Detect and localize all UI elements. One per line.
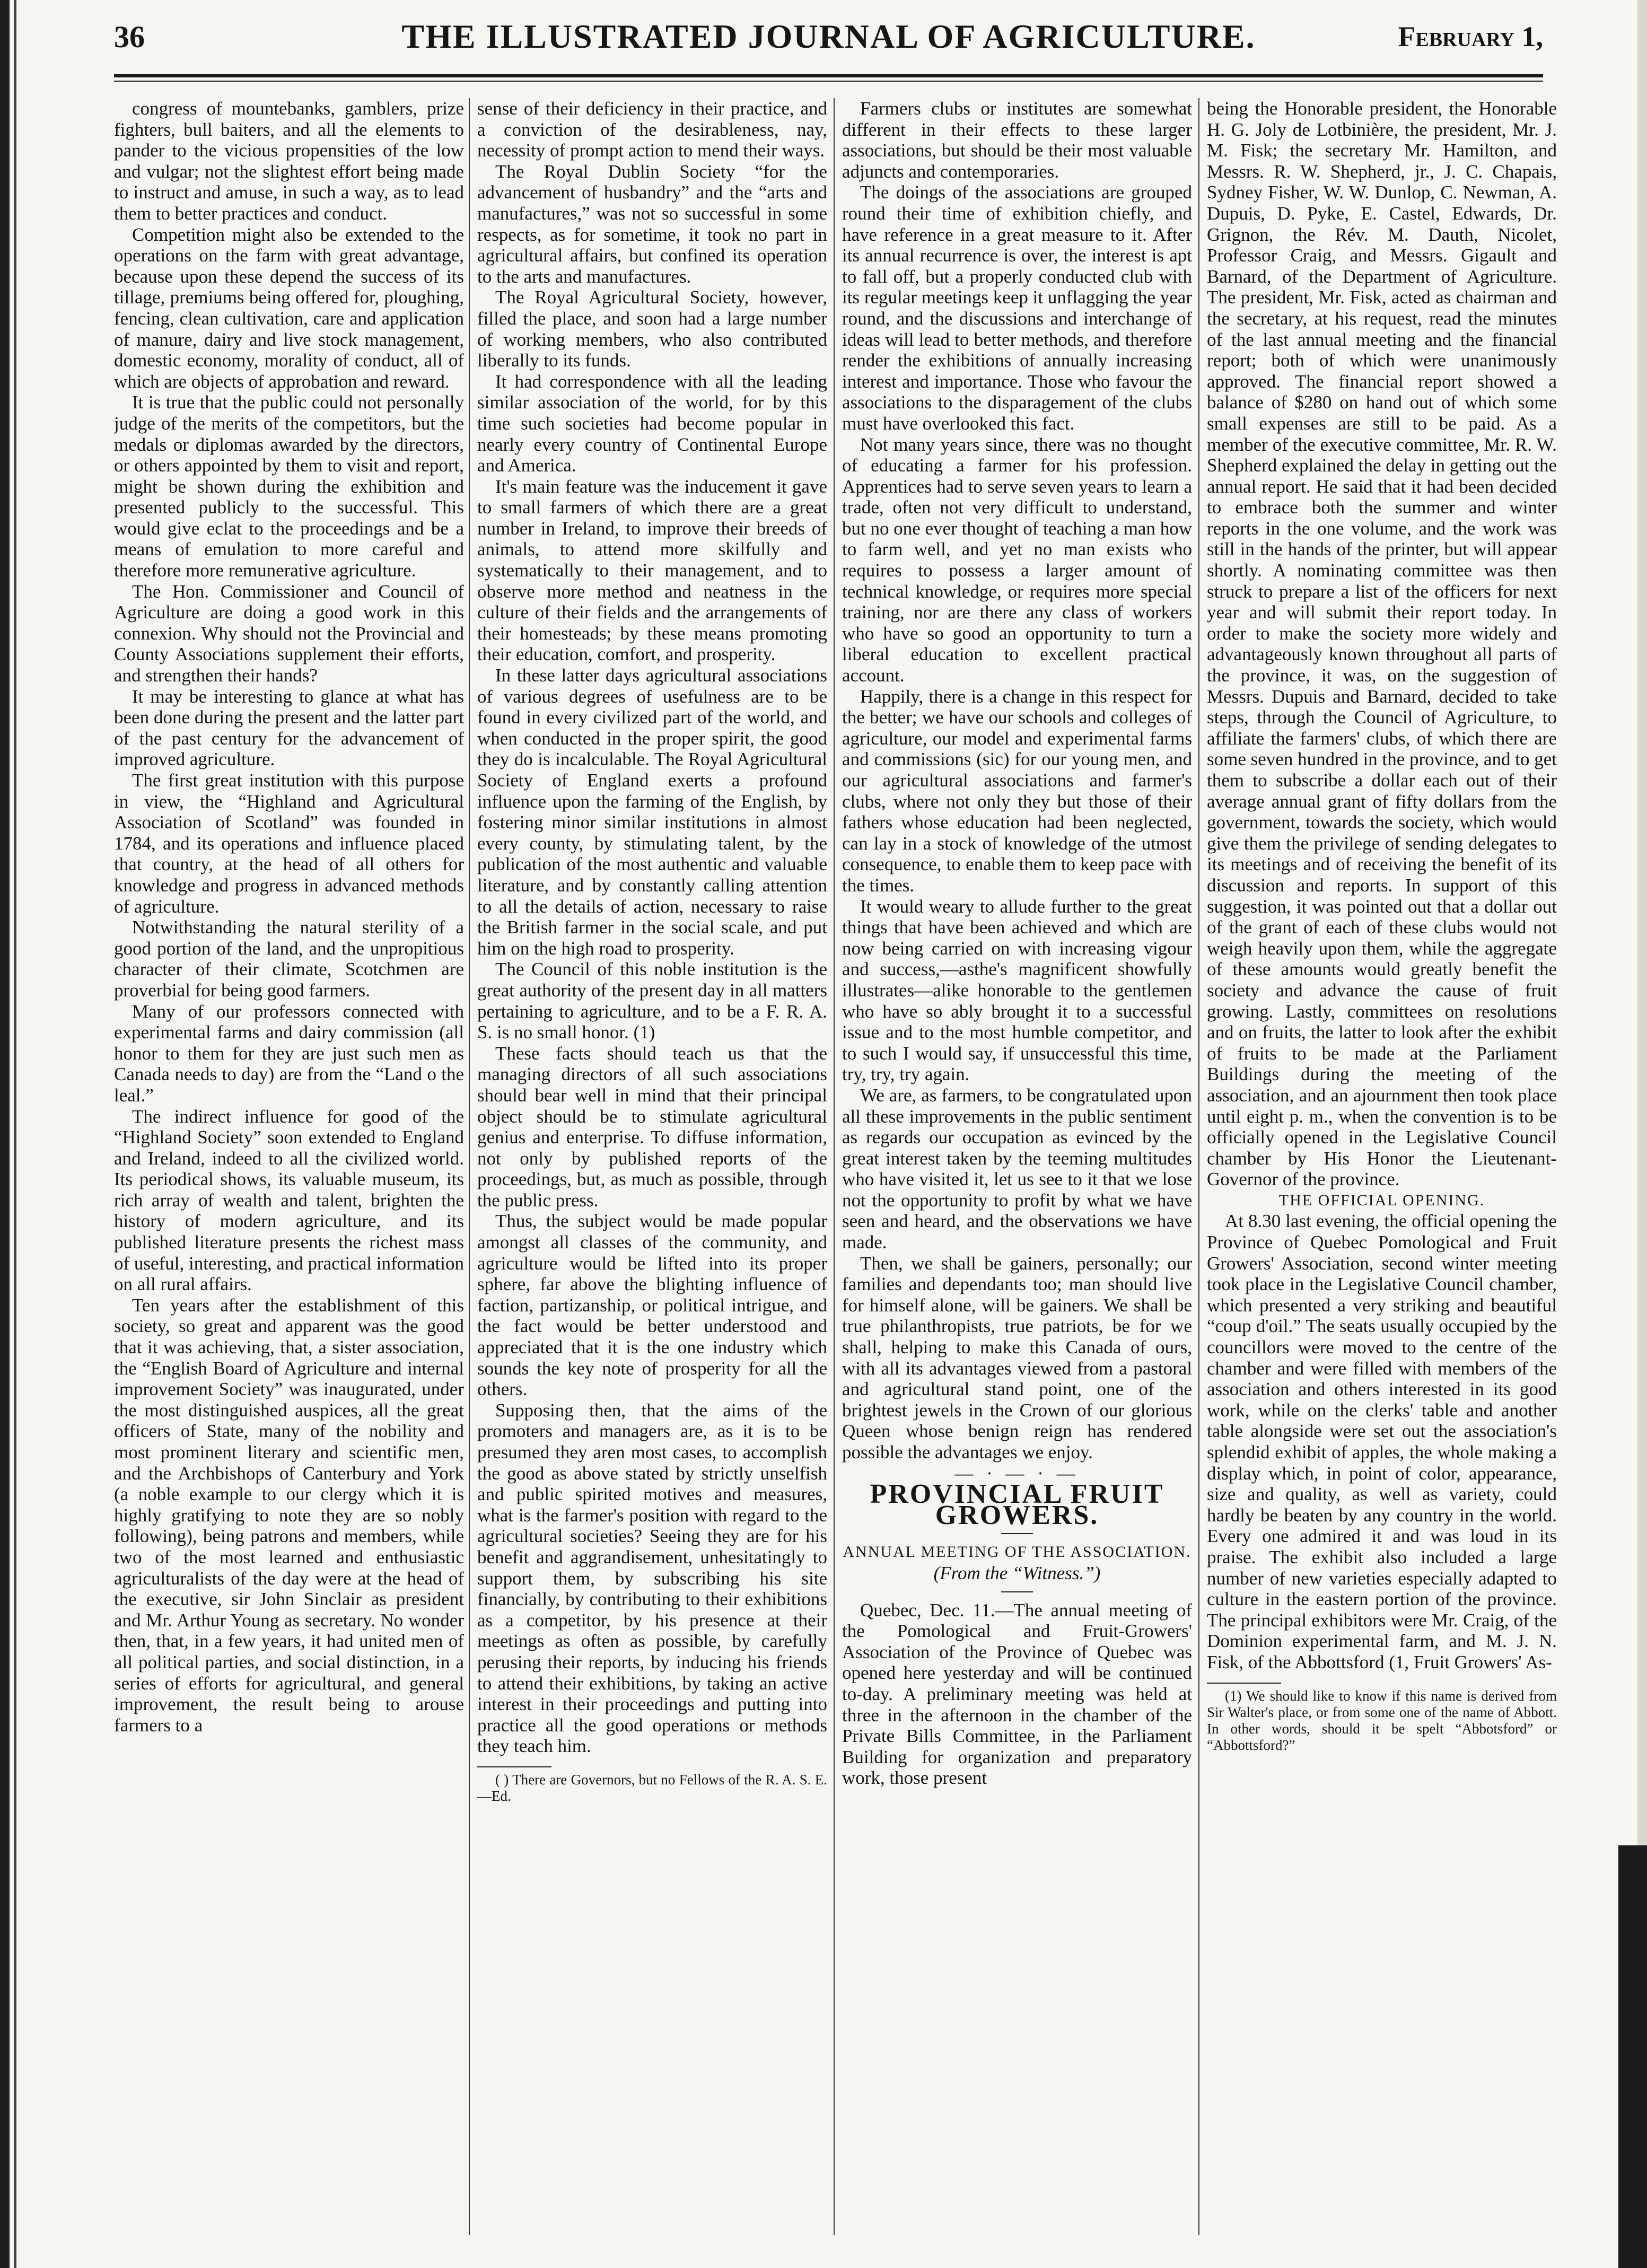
paragraph: It's main feature was the inducement it gave to small farmers of which there are a great number in Ireland, to improve their breeds of animals, to attend more skilfully and systematically to their management, and to observe more method and neatness in the culture of their fields and the arrangements of their homesteads; by these means promoting their education, comfort, and prosperity.: [477, 476, 827, 665]
section-ornament: — · — · —: [954, 1463, 1080, 1484]
paragraph: Many of our professors connected with experimental farms and dairy commission (all honor to them for they are just such men as Canada needs to day) are from the “Land o the leal.”: [114, 1001, 464, 1106]
footnote-rule: [1207, 1683, 1281, 1684]
header-rule-thin: [114, 81, 1543, 82]
paragraph: The doings of the associations are grouped round their time of exhibition chiefly, and have reference in a great measure to it. After its annual recurrence is over, the interest is apt to fall off, but a properly conducted club with its regular meetings keep it unflagging the year round, and the discussions and interchange of ideas will lead to better methods, and therefore render the exhibitions of annually increasing interest and importance. Those who favour the associations to the disparagement of the clubs must have overlooked this fact.: [842, 182, 1192, 434]
paragraph: The indirect influence for good of the “Highland Society” soon extended to England and Ireland, indeed to all the civilized world. Its periodical shows, its valuable museum, its rich array of wealth and talent, brighten the history of modern agriculture, and its published literature presents the richest mass of useful, interesting, and practical information on all rural affairs.: [114, 1106, 464, 1295]
scan-edge-right: [1637, 0, 1647, 1845]
footnote: (1) We should like to know if this name is derived from Sir Walter's place, or from some one of the name of Abbott. In other words, should it be spelt “Abbotsford” or “Abbottsford?”: [1207, 1687, 1557, 1753]
column-divider: [469, 98, 470, 2235]
paragraph: Not many years since, there was no thought of educating a farmer for his profession. Apprentices had to serve seven years to learn a trade, often not very difficult to understand, but no one ever thought of teaching a man how to farm well, and yet no man exists who requires to possess a larger amount of technical knowledge, or requires more special training, nor are there any class of workers who have so good an opportunity to turn a liberal education to excellent practical account.: [842, 434, 1192, 686]
short-rule: [1001, 1591, 1033, 1592]
scan-edge-left-line: [14, 0, 16, 2268]
header-rule: [114, 74, 1543, 77]
text-column-1: [114, 98, 464, 2235]
paragraph: The first great institution with this purpose in view, the “Highland and Agricultural Association of Scotland” was founded in 1784, and its operations and influence placed that country, at the head of all others for knowledge and progress in advanced methods of agriculture.: [114, 770, 464, 917]
page-number: 36: [114, 20, 145, 54]
paragraph: The Royal Agricultural Society, however, filled the place, and soon had a large number of working members, who also contributed liberally to its funds.: [477, 287, 827, 371]
paragraph: It had correspondence with all the leading similar association of the world, for by this time such societies had become popular in nearly every country of Continental Europe and America.: [477, 371, 827, 476]
scan-edge-left: [0, 0, 10, 2268]
paragraph: These facts should teach us that the managing directors of all such associations should bear well in mind that their principal object should be to stimulate agricultural genius and enterprise. To diffuse information, not only by published reports of the proceedings, but, as much as possible, through the public press.: [477, 1043, 827, 1211]
paragraph: Ten years after the establishment of this society, so great and apparent was the good that it was achieving, that, a sister association, the “English Board of Agriculture and internal improvement Society” was inaugurated, under the most distinguished auspices, all the great officers of State, many of the nobility and most prominent literary and scientific men, and the Archbishops of Canterbury and York (a noble example to our clergy which it is highly gratifying to note they are so nobly following), being patrons and members, while two of the most learned and enthusiastic agriculturalists of the day were at the head of the executive, sir John Sinclair as president and Mr. Arthur Young as secretary. No wonder then, that, in a few years, it had united men of all political parties, and social distinction, in a series of efforts for agricultural, and general improvement, the result being to arouse farmers to a: [114, 1294, 464, 1736]
paragraph: In these latter days agricultural associations of various degrees of usefulness are to be found in every civilized part of the world, and when conducted in the proper spirit, the good they do is incalculable. The Royal Agricultural Society of England exerts a profound influence upon the farming of the English, by fostering minor similar institutions in almost every county, by stimulating talent, by the publication of the most authentic and valuable literature, and by constantly calling attention to all the details of action, necessary to raise the British farmer in the social scale, and put him on the high road to prosperity.: [477, 665, 827, 959]
page-header: [114, 16, 1543, 69]
text-column-2: [477, 98, 827, 2235]
paragraph: It may be interesting to glance at what has been done during the present and the latter part of the past century for the advancement of improved agriculture.: [114, 686, 464, 770]
paragraph: sense of their deficiency in their practice, and a conviction of the desirableness, nay, necessity of prompt action to mend their ways.: [477, 98, 827, 161]
text-column-4: [1207, 98, 1557, 2235]
article-headline: PROVINCIAL FRUIT GROWERS.: [870, 1479, 1164, 1530]
footnote: ( ) There are Governors, but no Fellows of the R. A. S. E.—Ed.: [477, 1771, 827, 1804]
paragraph: being the Honorable president, the Honorable H. G. Joly de Lotbinière, the president, Mr. J. M. Fisk; the secretary Mr. Hamilton, and Messrs. R. W. Shepherd, jr., J. C. Chapais, Sydney Fisher, W. W. Dunlop, C. Newman, A. Dupuis, D. Pyke, E. Castel, Edwards, Dr. Grignon, the Rév. M. Dauth, Nicolet, Professor Craig, and Messrs. Gigault and Barnard, of the Department of Agriculture. The president, Mr. Fisk, acted as chairman and the secretary, at his request, read the minutes of the last annual meeting and the financial report; both of which were unanimously approved. The financial report showed a balance of $280 on hand out of which some small expenses are still to be paid. As a member of the executive committee, Mr. R. W. Shepherd explained the delay in getting out the annual report. He said that it had been decided to embrace both the summer and winter reports in the one volume, and the work was still in the hands of the printer, but will appear shortly. A nominating committee was then struck to prepare a list of the officers for next year and will submit their report today. In order to make the society more widely and advantageously known throughout all parts of the province, it was, on the suggestion of Messrs. Dupuis and Barnard, decided to take steps, through the Council of Agriculture, to affiliate the farmers' clubs, of which there are some seven hundred in the province, and to get them to subscribe a dollar each out of their average annual grant of fifty dollars from the government, towards the society, which would give them the privilege of sending delegates to its meetings and of receiving the benefit of its discussion and reports. In support of this suggestion, it was pointed out that a dollar out of the grant of each of these clubs would not weigh heavily upon them, while the aggregate of these amounts would greatly benefit the society and advance the cause of fruit growing. Lastly, committees on resolutions and on fruits, the latter to look after the exhibit of fruits to be made at the Parliament Buildings during the meeting of the association, and an ajournment then took place until eight p. m., when the convention is to be officially opened in the Legislative Council chamber by His Honor the Lieutenant-Governor of the province.: [1207, 98, 1557, 1190]
paragraph: Competition might also be extended to the operations on the farm with great advantage, because upon these depend the success of its tillage, premiums being offered for, ploughing, fencing, clean cultivation, care and application of manure, dairy and live stock management, domestic economy, morality of conduct, all of which are objects of approbation and reward.: [114, 224, 464, 392]
paragraph: We are, as farmers, to be congratulated upon all these improvements in the public sentiment as regards our occupation as evinced by the great interest taken by the teeming multitudes who have visited it, let us see to it that we lose not the opportunity to profit by what we have seen and heard, and the observations we have made.: [842, 1084, 1192, 1253]
paragraph: At 8.30 last evening, the official opening the Province of Quebec Pomological and Fruit Growers' Association, second winter meeting took place in the Legislative Council chamber, which presented a very striking and beautiful “coup d'oil.” The seats usually occupied by the councillors were moved to the centre of the chamber and were filled with members of the association and others interested in its good work, while on the clerks' table and another table alongside were set out the association's splendid exhibit of apples, the whole making a display which, in point of color, appearance, size and quality, as well as variety, could hardly be beaten by any country in the world. Every one admired it and was loud in its praise. The exhibit also included a large number of new varieties especially adapted to culture in the eastern portion of the province. The principal exhibitors were Mr. Craig, of the Dominion experimental farm, and M. J. N. Fisk, of the Abbottsford (1, Fruit Growers' As-: [1207, 1211, 1557, 1672]
paragraph: Quebec, Dec. 11.—The annual meeting of the Pomological and Fruit-Growers' Association of the Province of Quebec was opened here yesterday and will be continued to-day. A preliminary meeting was held at three in the afternoon in the chamber of the Private Bills Committee, in the Parliament Building for organization and preparatory work, those present: [842, 1599, 1192, 1789]
article-source: (From the “Witness.”): [933, 1562, 1101, 1583]
paragraph: The Royal Dublin Society “for the advancement of husbandry” and the “arts and manufactures,” was not so successful in some respects, as for sometime, it took no part in agricultural affairs, but confined its operation to the arts and manufactures.: [477, 161, 827, 287]
paragraph: Notwithstanding the natural sterility of a good portion of the land, and the unpropitious character of their climate, Scotchmen are proverbial for being good farmers.: [114, 917, 464, 1001]
paragraph: congress of mountebanks, gamblers, prize fighters, bull baiters, and all the elements to pander to the vicious propensities of the low and vulgar; not the slightest effort being made to instruct and amuse, in such a way, as to lead them to better practices and conduct.: [114, 98, 464, 224]
paragraph: It would weary to allude further to the great things that have been achieved and which are now being carried on with increasing vigour and success,—asthe's magnificent showfully illustrates—alike honorable to the gentlemen who have so ably brought it to a successful issue and to the most humble competitor, and to such I would say, if unsuccessful this time, try, try, try again.: [842, 896, 1192, 1085]
article-subhead: ANNUAL MEETING OF THE ASSOCIATION.: [843, 1543, 1192, 1561]
short-rule: [1001, 1533, 1033, 1534]
paragraph: Supposing then, that the aims of the promoters and managers are, as it is to be presumed they aren most cases, to accomplish the good as above stated by strictly unselfish and public spirited motives and measures, what is the farmer's position with regard to the agricultural societies? Seeing they are for his benefit and aggrandisement, unhesitatingly to support them, by subscribing his site financially, by contributing to their exhibitions as a competitor, by his presence at their meetings as often as possible, by carefully perusing their reports, by inducing his friends to attend their exhibitions, by taking an active interest in their proceedings and putting into practice all the good operations or methods they teach him.: [477, 1399, 827, 1757]
paragraph: The Council of this noble institution is the great authority of the present day in all matters pertaining to agriculture, and to be a F. R. A. S. is no small honor. (1): [477, 959, 827, 1043]
text-column-3: [842, 98, 1192, 2235]
paragraph: Thus, the subject would be made popular amongst all classes of the community, and agriculture would be lifted into its proper sphere, far above the blighting influence of faction, partizanship, or political intrigue, and the fact would be better understood and appreciated that it is the one industry which sounds the key note of prosperity for all the others.: [477, 1211, 827, 1400]
column-divider: [834, 98, 835, 2235]
paragraph: Then, we shall be gainers, personally; our families and dependants too; man should live for himself alone, will be gainers. We shall be true philanthropists, true patriots, be for we shall, helping to make this Canada of ours, with all its advantages viewed from a pastoral and agricultural stand point, one of the brightest jewels in the Crown of our glorious Queen whose benign reign has rendered possible the advantages we enjoy.: [842, 1253, 1192, 1463]
column-divider: [1198, 98, 1199, 2235]
paragraph: The Hon. Commissioner and Council of Agriculture are doing a good work in this connexion. Why should not the Provincial and County Associations supplement their efforts, and strengthen their hands?: [114, 581, 464, 686]
scan-edge-right-dark: [1618, 1845, 1647, 2268]
journal-title: THE ILLUSTRATED JOURNAL OF AGRICULTURE.: [401, 17, 1256, 55]
footnote-rule: [477, 1766, 551, 1767]
paragraph: Happily, there is a change in this respect for the better; we have our schools and colleges of agriculture, our model and experimental farms and commissions (sic) for our young men, and our agricultural associations and farmer's clubs, where not only they but those of their fathers whose education had been neglected, can lay in a stock of knowledge of the utmost consequence, to enable them to keep pace with the times.: [842, 686, 1192, 896]
paragraph: It is true that the public could not personally judge of the merits of the competitors, but the medals or diplomas awarded by the directors, or others appointed by them to visit and report, might be shown during the exhibition and presented publicly to the successful. This would give eclat to the proceedings and be a means of emulation to more careful and therefore more remunerative agriculture.: [114, 392, 464, 581]
issue-date: February 1,: [1398, 21, 1543, 52]
paragraph: Farmers clubs or institutes are somewhat different in their effects to these larger associations, but should be their most valuable adjuncts and contemporaries.: [842, 98, 1192, 182]
section-heading: THE OFFICIAL OPENING.: [1278, 1191, 1485, 1209]
